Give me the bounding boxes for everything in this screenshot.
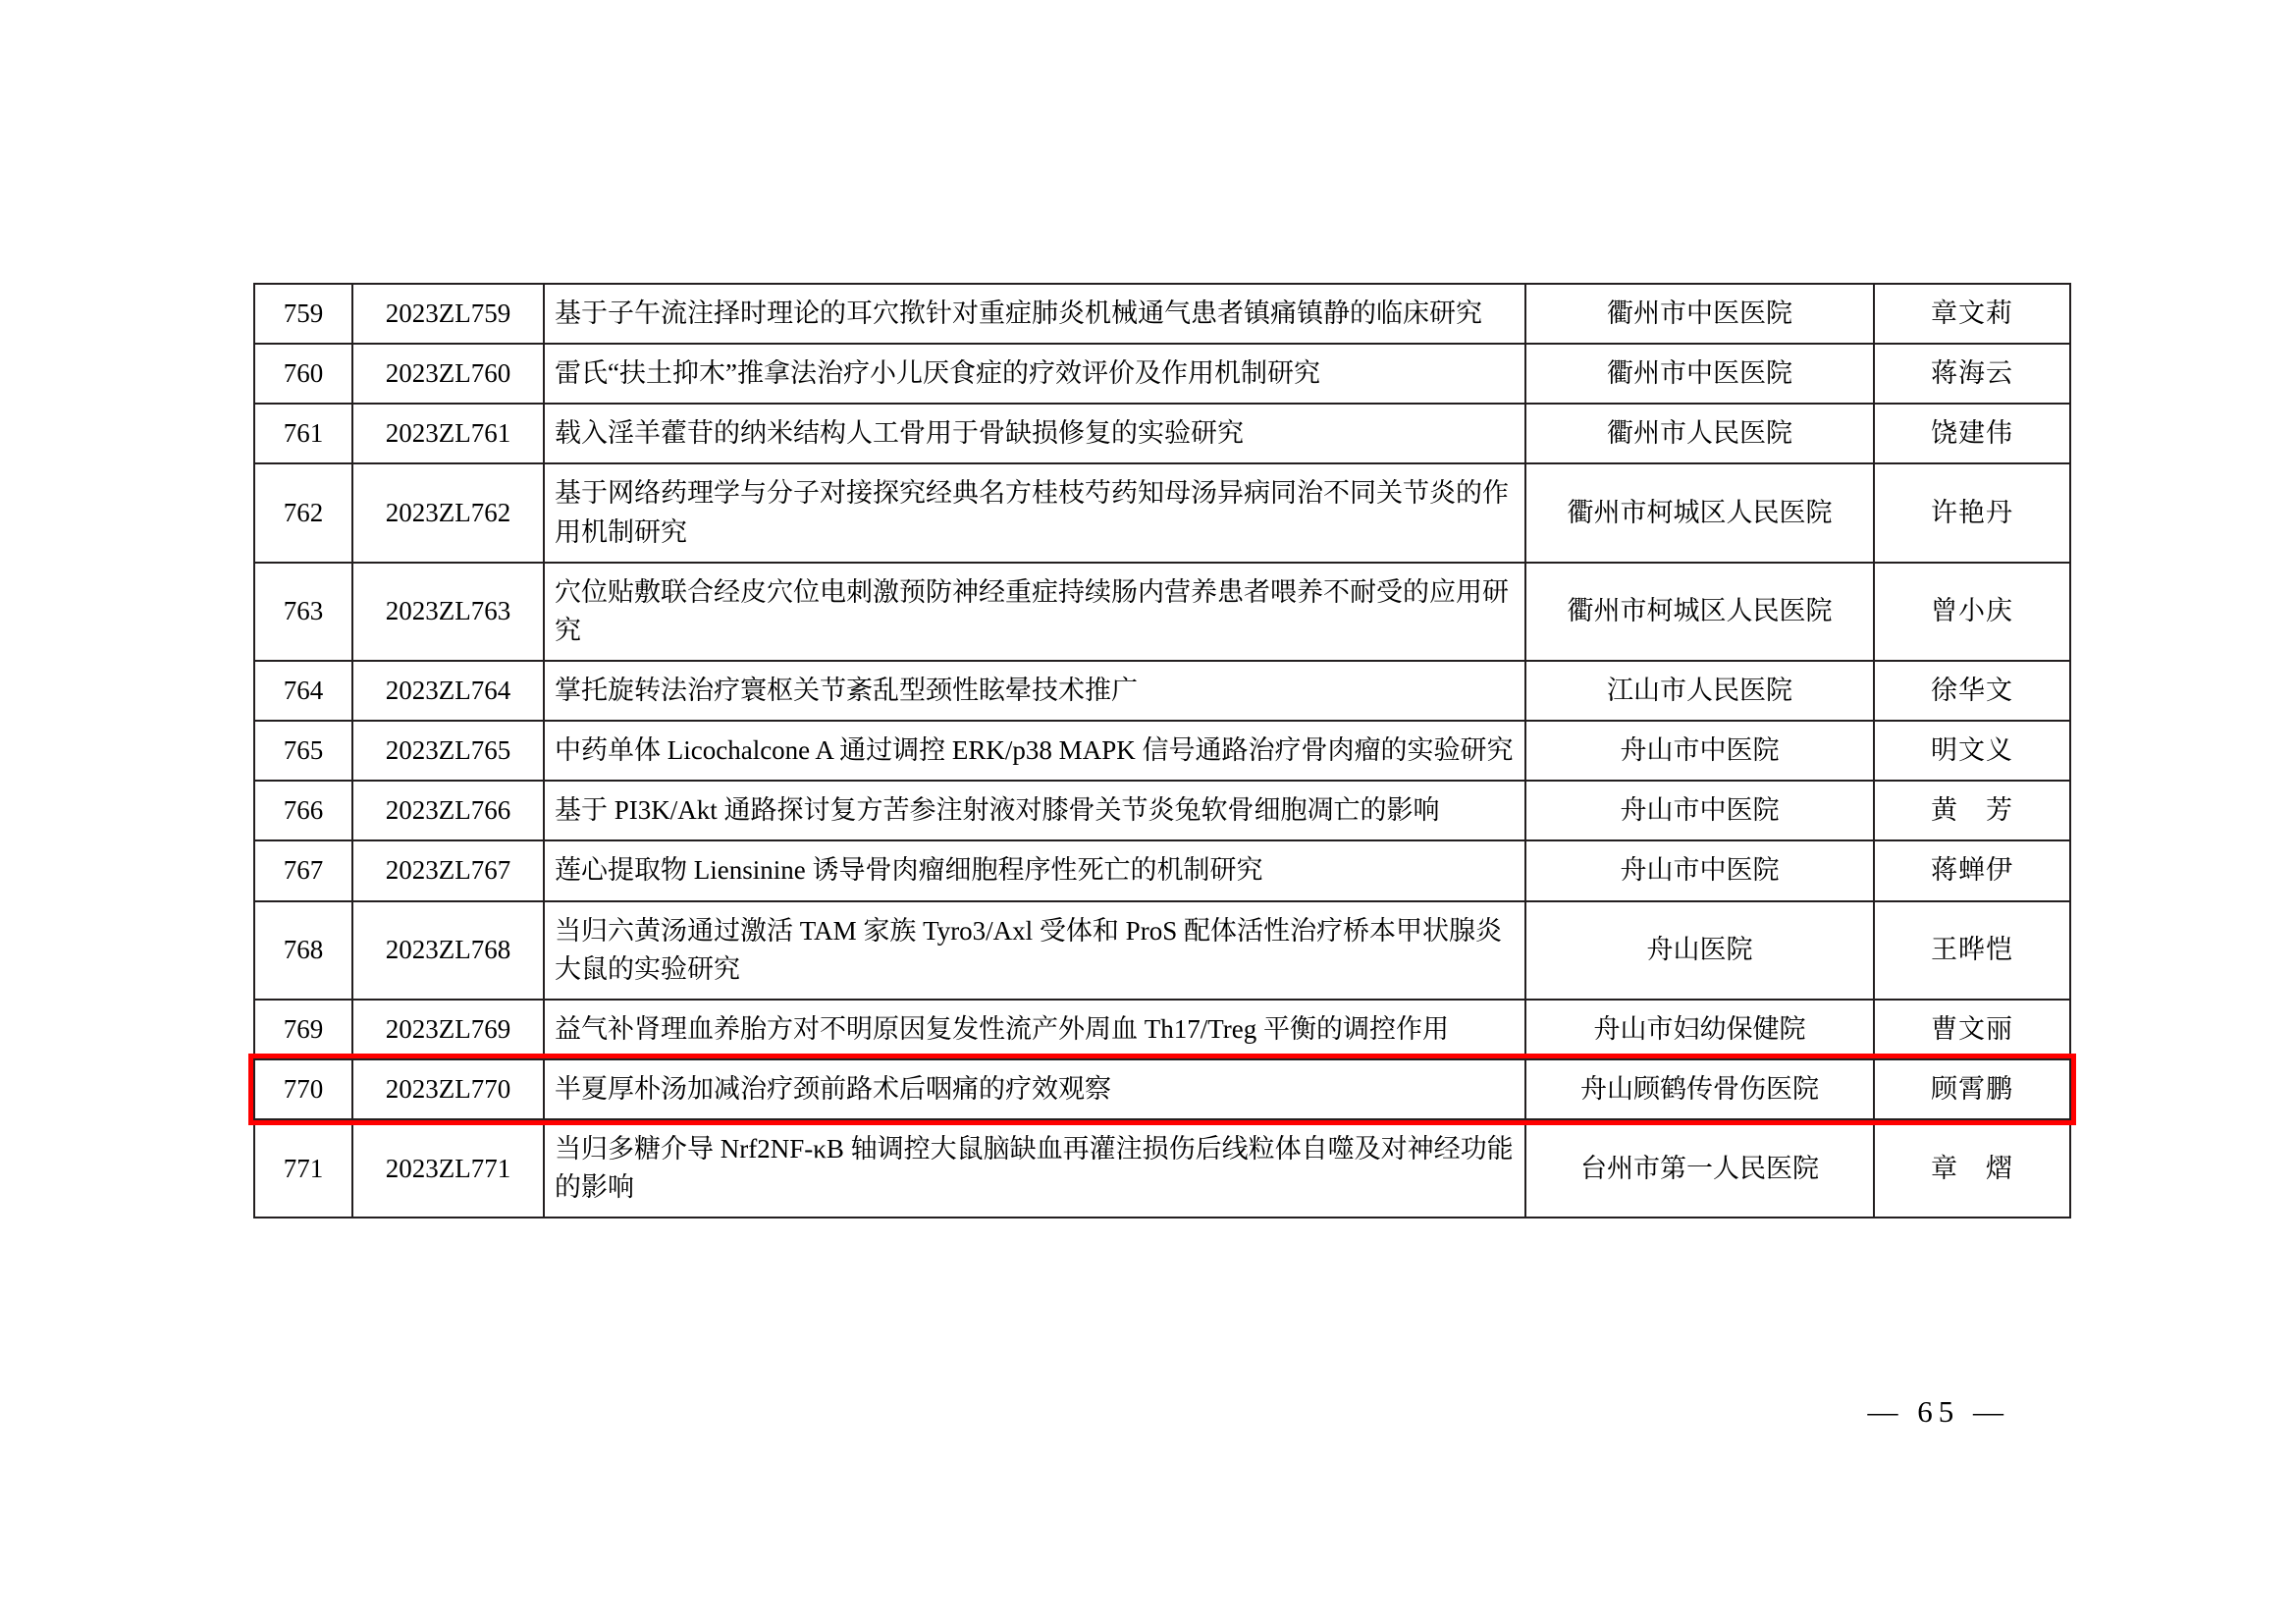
row-title: 基于 PI3K/Akt 通路探讨复方苦参注射液对膝骨关节炎兔软骨细胞凋亡的影响 (544, 781, 1525, 840)
row-person: 曾小庆 (1874, 563, 2070, 661)
table-row (254, 901, 2070, 1000)
row-title: 掌托旋转法治疗寰枢关节紊乱型颈性眩晕技术推广 (544, 661, 1525, 721)
row-code: 2023ZL766 (352, 781, 544, 840)
row-organization: 舟山顾鹤传骨伤医院 (1525, 1059, 1874, 1119)
row-person: 章文莉 (1874, 284, 2070, 344)
table-row (254, 463, 2070, 562)
table-row (254, 661, 2070, 721)
row-number: 770 (254, 1059, 352, 1119)
row-title: 当归多糖介导 Nrf2NF-κB 轴调控大鼠脑缺血再灌注损伤后线粒体自噬及对神经功能的影响 (544, 1119, 1525, 1218)
row-organization: 江山市人民医院 (1525, 661, 1874, 721)
row-title: 基于网络药理学与分子对接探究经典名方桂枝芍药知母汤异病同治不同关节炎的作用机制研究 (544, 463, 1525, 562)
row-code: 2023ZL767 (352, 840, 544, 900)
row-code: 2023ZL765 (352, 721, 544, 781)
row-organization: 舟山医院 (1525, 901, 1874, 1000)
row-organization: 舟山市中医院 (1525, 840, 1874, 900)
table-row (254, 344, 2070, 404)
row-number: 768 (254, 901, 352, 1000)
row-number: 769 (254, 1000, 352, 1059)
table-row (254, 404, 2070, 463)
row-organization: 衢州市柯城区人民医院 (1525, 563, 1874, 661)
table-row (254, 563, 2070, 661)
row-organization: 衢州市人民医院 (1525, 404, 1874, 463)
row-organization: 衢州市中医医院 (1525, 344, 1874, 404)
row-title: 益气补肾理血养胎方对不明原因复发性流产外周血 Th17/Treg 平衡的调控作用 (544, 1000, 1525, 1059)
row-person: 顾霄鹏 (1874, 1059, 2070, 1119)
row-person: 许艳丹 (1874, 463, 2070, 562)
row-title: 基于子午流注择时理论的耳穴揿针对重症肺炎机械通气患者镇痛镇静的临床研究 (544, 284, 1525, 344)
row-number: 766 (254, 781, 352, 840)
row-title: 穴位贴敷联合经皮穴位电刺激预防神经重症持续肠内营养患者喂养不耐受的应用研究 (544, 563, 1525, 661)
row-code: 2023ZL764 (352, 661, 544, 721)
table-row (254, 781, 2070, 840)
row-organization: 舟山市中医院 (1525, 721, 1874, 781)
table-row (254, 1119, 2070, 1218)
row-organization: 舟山市中医院 (1525, 781, 1874, 840)
row-title: 半夏厚朴汤加减治疗颈前路术后咽痛的疗效观察 (544, 1059, 1525, 1119)
table-row (254, 840, 2070, 900)
row-number: 760 (254, 344, 352, 404)
table-row (254, 721, 2070, 781)
row-code: 2023ZL769 (352, 1000, 544, 1059)
row-organization: 衢州市中医医院 (1525, 284, 1874, 344)
row-person: 曹文丽 (1874, 1000, 2070, 1059)
row-title: 载入淫羊藿苷的纳米结构人工骨用于骨缺损修复的实验研究 (544, 404, 1525, 463)
page-number-footer: — 65 — (1867, 1394, 2009, 1429)
row-organization: 衢州市柯城区人民医院 (1525, 463, 1874, 562)
row-code: 2023ZL761 (352, 404, 544, 463)
project-table-wrapper (253, 283, 2069, 1218)
table-row (254, 284, 2070, 344)
table-row-highlighted (254, 1059, 2070, 1119)
row-code: 2023ZL763 (352, 563, 544, 661)
table-row (254, 1000, 2070, 1059)
row-number: 767 (254, 840, 352, 900)
row-person: 黄 芳 (1874, 781, 2070, 840)
row-number: 762 (254, 463, 352, 562)
row-person: 明文义 (1874, 721, 2070, 781)
row-code: 2023ZL768 (352, 901, 544, 1000)
row-code: 2023ZL760 (352, 344, 544, 404)
row-code: 2023ZL762 (352, 463, 544, 562)
row-person: 徐华文 (1874, 661, 2070, 721)
row-person: 章 熠 (1874, 1119, 2070, 1218)
row-code: 2023ZL759 (352, 284, 544, 344)
row-number: 759 (254, 284, 352, 344)
row-code: 2023ZL771 (352, 1119, 544, 1218)
project-table (253, 283, 2071, 1218)
row-title: 当归六黄汤通过激活 TAM 家族 Tyro3/Axl 受体和 ProS 配体活性治疗桥本甲状腺炎大鼠的实验研究 (544, 901, 1525, 1000)
row-number: 763 (254, 563, 352, 661)
row-person: 王晔恺 (1874, 901, 2070, 1000)
row-title: 中药单体 Licochalcone A 通过调控 ERK/p38 MAPK 信号通路治疗骨肉瘤的实验研究 (544, 721, 1525, 781)
row-number: 764 (254, 661, 352, 721)
row-title: 雷氏“扶土抑木”推拿法治疗小儿厌食症的疗效评价及作用机制研究 (544, 344, 1525, 404)
row-organization: 舟山市妇幼保健院 (1525, 1000, 1874, 1059)
row-person: 饶建伟 (1874, 404, 2070, 463)
row-title: 莲心提取物 Liensinine 诱导骨肉瘤细胞程序性死亡的机制研究 (544, 840, 1525, 900)
project-table-body (254, 284, 2070, 1218)
row-number: 761 (254, 404, 352, 463)
row-number: 771 (254, 1119, 352, 1218)
row-person: 蒋海云 (1874, 344, 2070, 404)
row-person: 蒋蝉伊 (1874, 840, 2070, 900)
row-number: 765 (254, 721, 352, 781)
row-code: 2023ZL770 (352, 1059, 544, 1119)
row-organization: 台州市第一人民医院 (1525, 1119, 1874, 1218)
